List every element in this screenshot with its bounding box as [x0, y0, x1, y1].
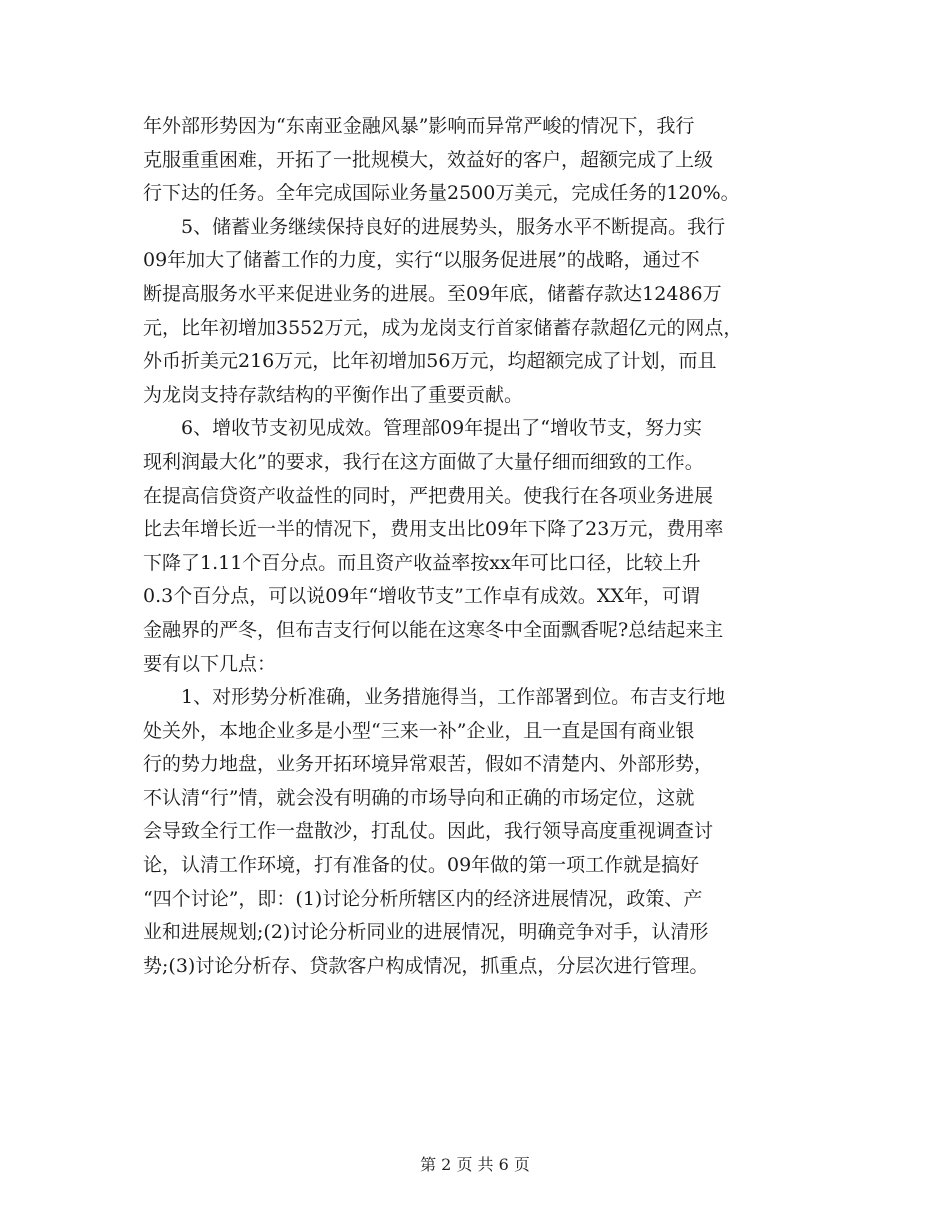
text-line: 金融界的严冬，但布吉支行何以能在这寒冬中全面飘香呢?总结起来主 [143, 618, 724, 641]
text-line: 外币折美元216万元，比年初增加56万元，均超额完成了计划，而且 [143, 350, 717, 373]
text-line: 元，比年初增加3552万元，成为龙岗支行首家储蓄存款超亿元的网点， [143, 316, 743, 339]
text-line: 行的势力地盘，业务开拓环境异常艰苦，假如不清楚内、外部形势， [143, 753, 714, 776]
text-line: 会导致全行工作一盘散沙，打乱仗。因此，我行领导高度重视调查讨 [143, 820, 714, 843]
text-line: 断提高服务水平来促进业务的进展。至09年底，储蓄存款达12486万 [143, 282, 722, 305]
body-text [143, 110, 823, 983]
text-line: 1、对形势分析准确，业务措施得当，工作部署到位。布吉支行地 [143, 686, 726, 709]
text-line: 克服重重困难，开拓了一批规模大，效益好的客户，超额完成了上级 [143, 148, 714, 171]
text-line: 为龙岗支持存款结构的平衡作出了重要贡献。 [143, 383, 524, 406]
text-line: 要有以下几点： [143, 652, 277, 675]
text-line: 0.3个百分点，可以说09年“增收节支”工作卓有成效。XX年，可谓 [143, 585, 700, 608]
text-line: 处关外，本地企业多是小型“三来一补”企业，且一直是国有商业银 [143, 719, 695, 742]
text-line: “四个讨论”，即：(1)讨论分析所辖区内的经济进展情况，政策、产 [143, 887, 703, 910]
text-line: 现利润最大化”的要求，我行在这方面做了大量仔细而细致的工作。 [143, 450, 704, 473]
text-line: 不认清“行”情，就会没有明确的市场导向和正确的市场定位，这就 [143, 786, 695, 809]
text-line: 论，认清工作环境，打有准备的仗。09年做的第一项工作就是搞好 [143, 854, 700, 877]
page-number-footer: 第 2 页 共 6 页 [420, 1155, 530, 1174]
text-line: 年外部形势因为“东南亚金融风暴”影响而异常严峻的情况下，我行 [143, 115, 695, 137]
text-line: 5、储蓄业务继续保持良好的进展势头，服务水平不断提高。我行 [143, 215, 726, 238]
text-line: 势;(3)讨论分析存、贷款客户构成情况，抓重点，分层次进行管理。 [143, 954, 709, 977]
text-line: 比去年增长近一半的情况下，费用支出比09年下降了23万元，费用率 [143, 518, 724, 541]
text-line: 下降了1.11个百分点。而且资产收益率按xx年可比口径，比较上升 [143, 551, 701, 574]
text-line: 在提高信贷资产收益性的同时，严把费用关。使我行在各项业务进展 [143, 484, 714, 507]
text-line: 行下达的任务。全年完成国际业务量2500万美元，完成任务的120%。 [143, 182, 740, 205]
text-line: 业和进展规划;(2)讨论分析同业的进展情况，明确竞争对手，认清形 [143, 921, 709, 944]
text-line: 09年加大了储蓄工作的力度，实行“以服务促进展”的战略，通过不 [143, 249, 700, 272]
text-line: 6、增收节支初见成效。管理部09年提出了“增收节支，努力实 [143, 417, 702, 440]
